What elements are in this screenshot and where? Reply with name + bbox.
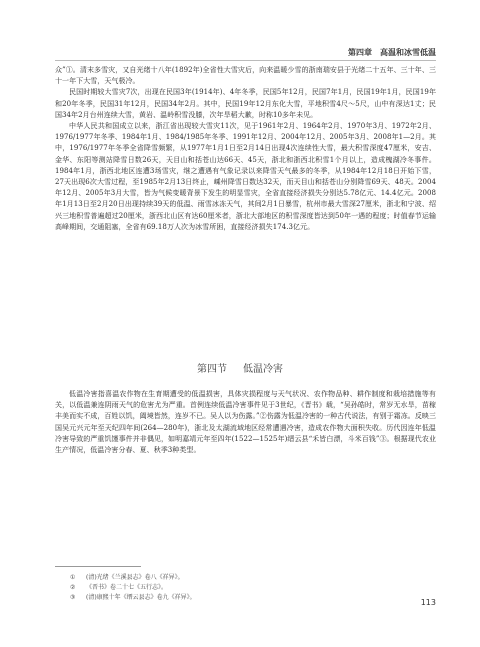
section-title: 低温冷害 [243, 364, 283, 375]
paragraph: 低温冷害指喜温农作物在生育期遭受的低温损害，具体灾损程度与天气状况、农作物品种、耕作制度和栽培措施等有关，以低温兼连阴雨天气的危害尤为严重。首例连续低温冷害事件见于3世纪，《晋书》载，“吴孙皓时，常岁无水旱，苗稼丰美而实不成，百姓以饥，阖境皆然，连岁不已。吴人以为伤露。”②伤露为低温冷害的一种古代说法，有别于霜冻。反映三国吴元兴元年至天纪四年间(264—280年)，浙北及太湖流域地区经常遭遇冷害，造成农作物大面积失收。历代因连年低温冷害导致的严重饥馑事件并非偶见，如明嘉靖元年至四年(1522—1525年)缙云县“禾皆白漂，斗米百钱”③。根据现代农业生产情况，低温冷害分春、夏、秋季3种类型。 [55, 390, 436, 455]
body-text-top [55, 65, 436, 233]
paragraph: 民国时期较大雪灾7次，出现在民国3年(1914年)、4年冬季，民国5年12月，民国7年1月，民国19年1月，民国19年和20年冬季，民国31年12月，民国34年2月。其中，民国19年12月东化大雪，平地积雪4尺～5尺，山中有深达1丈；民国34年2月台州连续大雪，黄岩、温岭积雪没膝，次年旱稻大歉，时称10多年未见。 [55, 88, 436, 119]
chapter-title: 高温和冰雪低温 [380, 48, 436, 57]
footnote [70, 573, 196, 583]
section-heading [0, 360, 480, 375]
footnote-number: ① [70, 574, 76, 581]
footnote-number: ③ [70, 594, 76, 601]
footnotes [70, 573, 196, 603]
body-text-bottom [55, 389, 436, 456]
paragraph: 中华人民共和国成立以来，浙江省出现较大雪灾11次，见于1961年2月、1964年2月、1970年3月、1972年2月、1976/1977年冬季、1984年1月、1984/1985年冬季、1991年12月、2004年12月、2005年3月、2008年1—2月。其中，1976/1977年冬季全省降雪频繁，从1977年1月1日至2月14日出现4次连续性大雪，最大积雪深度47厘米，安吉、金华、东阳等测站降雪日数26天，天目山和括苍山达66天、45天，浙北和浙西北积雪1个月以上，造成槐湖冷冬事件。1984年1月，浙西北地区连遭3场雪灾，继之遭遇有气象记录以来降雪天气最多的冬季，从1984年12月18日开始下雪，27天出现6次大雪过程，至1985年2月13日终止，嵊州降雪日数达32天，而天目山和括苍山分别降雪69天、48天。2004年12月、2005年3月大雪，皆为气候变暖背景下发生的明显雪灾，全省直接经济损失分别达5.78亿元、14.4亿元。2008年1月13日至2月20日出现持续39天的低温、雨雪冰冻天气，其间2月1日暴雪，杭州市最大雪深27厘米，浙北和宁波、绍兴三地积雪普遍超过20厘米，浙西北山区有达60厘米者，浙北大部地区的积雪深度皆达到50年一遇的程度；时值春节运输高峰期间，交通阻塞，全省有69.18万人次为冰雪所困，直接经济损失174.3亿元。 [55, 122, 436, 231]
chapter-label: 第四章 [348, 48, 372, 57]
footnote [70, 593, 196, 603]
running-header [348, 47, 436, 58]
footnote-text: (清)康熙十年《缙云县志》卷九《祥异》。 [86, 594, 196, 601]
footnote-text: 《晋书》卷二十七《五行志》。 [86, 584, 168, 591]
page-number: 113 [420, 598, 436, 607]
footnote-text: (清)光绪《兰溪县志》卷八《祥异》。 [86, 574, 184, 581]
footnote [70, 583, 196, 593]
paragraph: 众”①。清末多雪灾，又自光绪十八年(1892年)全省性大雪灾后，向来温暖少雪的浙南瑞安县于光绪二十五年、三十年、三十一年下大雪，天气极冷。 [55, 66, 436, 86]
header-divider [55, 60, 436, 61]
section-number: 第四节 [197, 364, 227, 375]
footnote-number: ② [70, 584, 76, 591]
footnote-divider [55, 566, 141, 567]
